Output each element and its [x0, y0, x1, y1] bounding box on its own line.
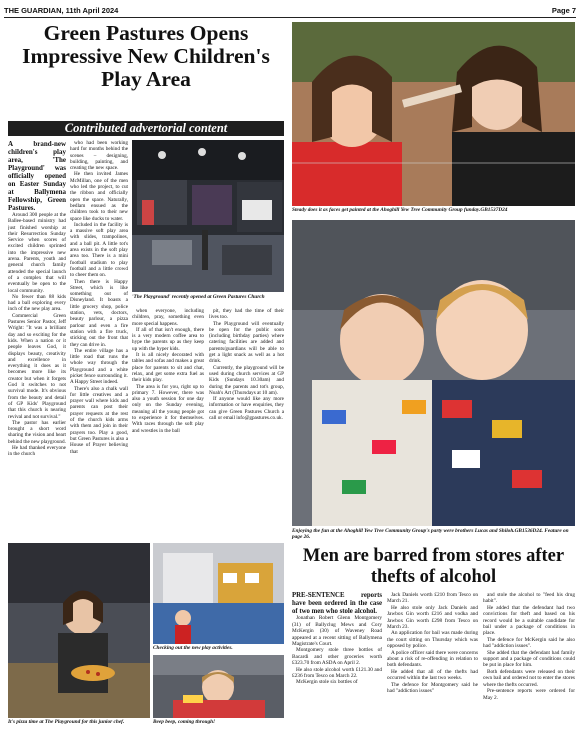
paragraph: Commercial Green Pastures Senior Pastor, Jeff Wright: "It was a brilliant day and so exciting for the kids. When a nation or it people leaves God, it displays beauty, creativity and excellence in everything it does as it becomes more like its creator but when it forgets God it switches to not survival mode. It's obvious from the beauty and detail of GP Kids' Playground that this church is nearing revival and not survival."	[8, 312, 66, 420]
paragraph: He added that all of the thefts had occurred within the last two weeks.	[387, 668, 478, 682]
paragraph: The entire village has a little road that runs the whole way through the Playground and a white picket fence surrounding it. A Happy Street indeed.	[70, 347, 128, 386]
advertorial-banner: Contributed advertorial content	[8, 121, 284, 136]
photo-face-painting	[292, 22, 575, 206]
paragraph: Both defendants were released on their own bail and ordered not to enter the stores where the thefts occurred.	[483, 668, 575, 688]
photo-pizza-caption: It's pizza time at The Playground for this junior chef.	[8, 719, 125, 725]
pizza-image	[8, 543, 150, 718]
photo-boys	[292, 220, 575, 526]
photo-playground-caption: 'The Playground' recently opened at Green Pastures Church	[132, 294, 265, 300]
paragraph: No fewer than 88 kids had a ball exploring every inch of the new play area.	[8, 293, 66, 313]
paragraph: He then invited James McMillan, one of the men who led the project, to cut the ribbon and officially open the space. Naturally, bedlam ensued as the children took to their new space like ducks to water.	[70, 171, 128, 222]
boys-image	[292, 220, 575, 526]
paragraph: McKergin stole six bottles of	[296, 679, 358, 686]
paragraph: who had been working hard for months behind the scenes – designing, building, painting, and creating the new space.	[70, 140, 128, 172]
paragraph: Included in the facility is a massive soft play area with slides, trampolines, and a ball pit. A little tot's area exists in the soft play area too. There is a mini football stadium to play football and a little crowd to cheer them on.	[70, 221, 128, 279]
paragraph: The defence for McKergin said he also had "addiction issues".	[483, 636, 575, 650]
paragraph: Jonathan Robert Glenn Montgomery (31) of Ballyclug Mews and Cory McKergin (30) of Waveney Road appeared at a recent sitting of Ballymena Magistrate's Court.	[292, 615, 382, 648]
paragraph: and stole the alcohol to "feed his drug habit".	[483, 592, 575, 605]
paragraph: The defence for Montgomery said he had "addiction issues"	[387, 681, 478, 695]
photo-playground	[132, 140, 284, 292]
peek-image	[153, 655, 284, 718]
paragraph: The area is for you, right up to primary 7. However, there was also a youth session for one day only on the Sunday evening, meaning all the young people got to experience it for themselves. With races through the soft play and wrestles in the ball	[132, 383, 204, 434]
story2-column-1	[292, 592, 382, 732]
paragraph: He had thanked everyone in the church	[8, 444, 66, 458]
masthead-rule	[4, 17, 576, 18]
paragraph: Currently, the playground will be used during church services at GP Kids (Sundays 10.30am) and during the parents and tot's group, Noah's Art (Thursdays at 10 am).	[209, 364, 284, 396]
masthead	[4, 4, 576, 16]
story1-column-2	[70, 140, 128, 536]
story2-column-3	[483, 592, 575, 732]
photo-peek	[153, 655, 284, 718]
paragraph: Jack Daniels worth £210 from Tesco on March 21.	[387, 592, 478, 605]
story1-headline: Green Pastures Opens Impressive New Children's Play Area	[22, 21, 270, 91]
paragraph: An application for bail was made during the court sitting on Thursday which was opposed by police.	[387, 630, 478, 650]
paragraph: She added that the defendant had family support and a package of conditions could be put in place for him.	[483, 649, 575, 669]
paragraph: If all of that isn't enough, there is a very modern coffee area to hype the parents up as they keep up with the hyper kids.	[132, 326, 204, 352]
paragraph: Around 300 people at the Ballee-based ministry had just finished worship at their Resurrection Sunday Service when scores of excited children sprinted into the impressive new arena. Parents, youth and general church family attended the special launch of a complex that will eventually be open to the local community.	[8, 212, 66, 294]
paragraph: It is all nicely decorated with tables and sofas and makes a great place for parents to sit and chat, relax, and get some extra fuel as their kids play.	[132, 352, 204, 384]
paragraph: when everyone, including children, pray, something even more special happens.	[132, 308, 204, 327]
paragraph: A brand-new children's play area, 'The Playground' was officially opened on Easter Sunday at Ballymena Fellowship, Green Pastures.	[8, 140, 66, 212]
paragraph: PRE-SENTENCE reports have been ordered in the case of two men who stole alcohol.	[292, 592, 382, 615]
paragraph: Pre-sentence reports were ordered for May 2.	[483, 688, 575, 701]
masthead-date: THE GUARDIAN, 11th April 2024	[4, 5, 119, 15]
photo-peek-caption: Beep beep, coming through!	[153, 719, 216, 725]
paragraph: He added that the defendant had two convictions for theft and based on his record would be a suitable candidate for bail under a package of conditions in place.	[483, 604, 575, 637]
playground-image	[132, 140, 284, 292]
play-image	[153, 543, 284, 644]
story2-headline: Men are barred from stores after thefts of alcohol	[302, 546, 565, 587]
story1-column-1	[8, 140, 66, 536]
paragraph: A police officer said there were concerns about a risk of re-offending in relation to both defendants.	[387, 649, 478, 669]
paragraph: The Playground will eventually be open for the public soon (including birthday parties) where catering facilities are added and parents/guardians will be able to get a light snack as well as a hot drink.	[209, 320, 284, 365]
paragraph: Then there is Happy Street, which is like something out of Disneyland. It boasts a little grocery shop, police station, vets, doctors, beauty parlour, a pizza parlour and even a fire station with a fire truck, sticking out the front that they can drive in.	[70, 278, 128, 348]
page-number: Page 7	[551, 5, 576, 15]
paragraph: pit, they had the time of their lives too.	[209, 308, 284, 321]
story1-column-4	[209, 308, 284, 536]
photo-face-painting-caption: Steady does it as faces get painted at the Ahoghill Yew Tree Community Group funday.GB1537D24	[292, 207, 508, 213]
photo-play-caption: Checking out the new play activities.	[153, 645, 233, 651]
paragraph: There's also a chalk wall for little creatives and a prayer wall where kids and parents can post their prayer requests at the rest of the church kids arms with them and join in their prayers too. Play a good, but Green Pastures is also a House of Prayer believing that	[70, 385, 128, 455]
paragraph: He also stole alcohol worth £121.30 and £236 from Tesco on March 22.	[292, 666, 382, 680]
paragraph: Montgomery stole three bottles of Bacardi and other groceries worth £323.70 from ASDA on April 2.	[292, 647, 382, 667]
story1-column-3	[132, 308, 204, 536]
photo-boys-caption: Enjoying the fun at the Ahoghill Yew Tree Community Group's party were brothers Lucas and Shiloh.GB1536D24. Feature on page 26.	[292, 528, 569, 541]
paragraph: He also stole only Jack Daniels and Jawbox Gin worth £216 and vodka and Jawbox Gin worth £298 from Tesco on March 23.	[387, 604, 478, 631]
photo-play	[153, 543, 284, 644]
paragraph: If anyone would like any more information or have enquiries, they can give Green Pastures Church a call or email info@gpastures.co.uk.	[209, 396, 284, 422]
face-painting-image	[292, 22, 575, 206]
photo-pizza	[8, 543, 150, 718]
story2-column-2	[387, 592, 478, 732]
paragraph: The pastor has earlier brought a short word sharing the vision and heart behind the new playground.	[8, 419, 66, 445]
